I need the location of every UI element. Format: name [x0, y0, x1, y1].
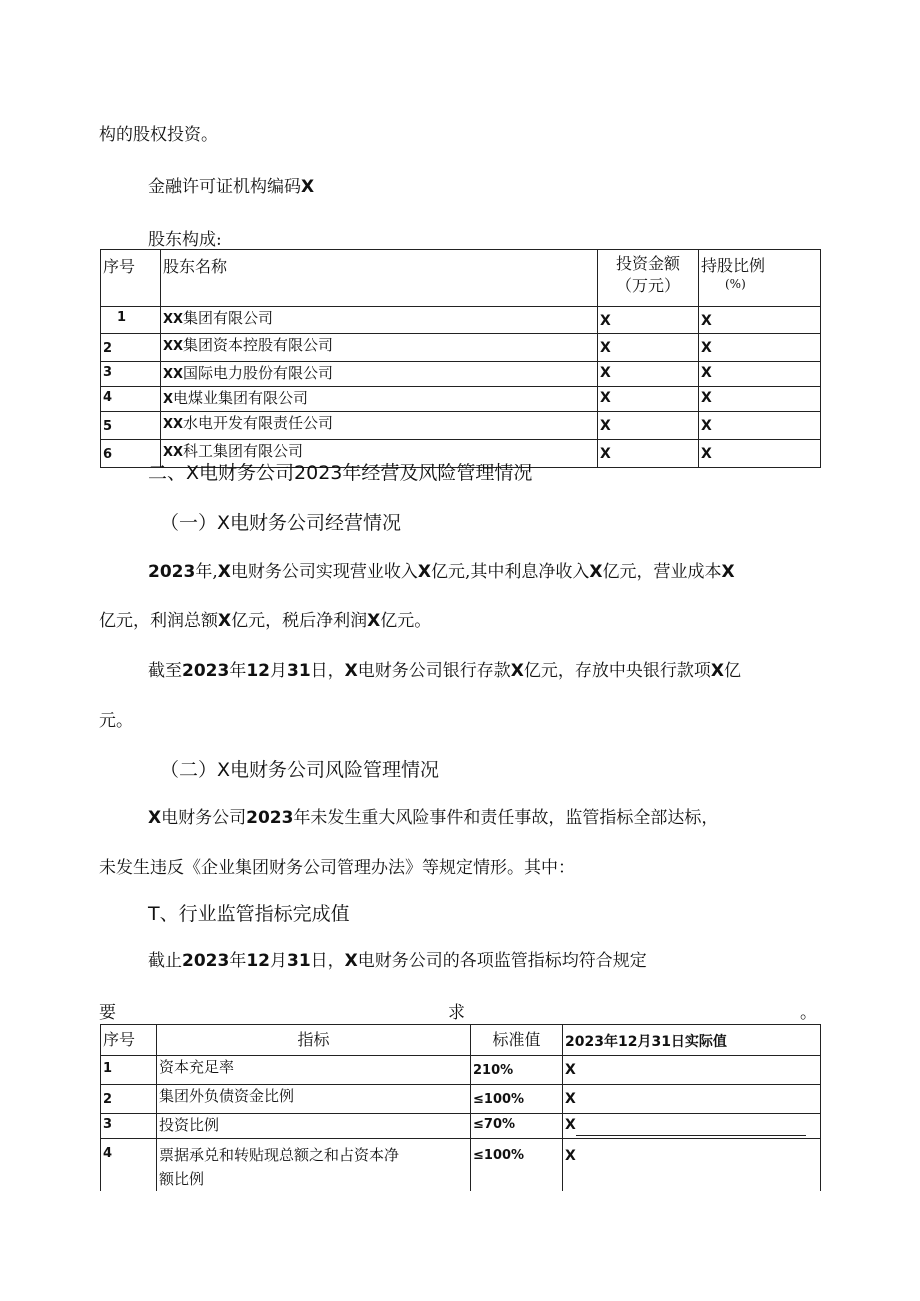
row-amount: X [598, 387, 699, 412]
text: 日， [310, 661, 345, 681]
table-row [101, 334, 821, 362]
text: 亿元，营业成本 [602, 562, 722, 582]
placeholder-x: X [344, 661, 358, 681]
text: 年 [229, 951, 247, 971]
table-row [101, 1085, 821, 1114]
row-seq: 1 [101, 307, 161, 334]
year: 2023 [246, 808, 294, 828]
subsection-3-title: T、行业监管指标完成值 [148, 903, 350, 925]
date-part: 12 [246, 661, 270, 681]
text: 电财务公司银行存款 [357, 661, 511, 681]
indicator-line2: 额比例 [159, 1170, 205, 1188]
justified-word-1: 要 [99, 1003, 116, 1023]
header-seq: 序号 [101, 250, 161, 307]
row-standard: ≤100% [471, 1085, 563, 1114]
section-2-title: 二、X电财务公司2023年经营及风险管理情况 [148, 462, 533, 484]
text: 月 [270, 661, 287, 681]
row-standard: ≤100% [471, 1139, 563, 1192]
row-ratio: X [699, 412, 821, 440]
paragraph-deposits-line2: 元。 [99, 711, 133, 731]
name-prefix: XX [163, 339, 184, 354]
placeholder-x: X [417, 562, 431, 582]
table-row [101, 387, 821, 412]
paragraph-operations-line2 [99, 606, 431, 631]
name-text: 科工集团有限公司 [183, 442, 304, 460]
name-prefix: XX [163, 445, 184, 460]
name-text: 电煤业集团有限公司 [173, 389, 309, 407]
placeholder-x: X [148, 808, 162, 828]
row-seq: 6 [101, 440, 161, 468]
header-ratio-line1: 持股比例 [701, 256, 766, 275]
placeholder-x: X [710, 661, 724, 681]
name-prefix: XX [163, 312, 184, 327]
row-amount: X [598, 307, 699, 334]
name-text: 集团资本控股有限公司 [183, 336, 334, 354]
text: 截止 [148, 951, 182, 971]
header-indicator: 指标 [157, 1025, 471, 1056]
placeholder-x: X [367, 611, 381, 631]
row-actual: X [563, 1056, 821, 1085]
paragraph-shareholder-composition: 股东构成: [148, 230, 222, 250]
date-part: 31 [287, 661, 311, 681]
text: 电财务公司 [161, 808, 247, 828]
placeholder-x: X [218, 611, 232, 631]
text: 日， [310, 951, 345, 971]
name-prefix: X [163, 392, 174, 407]
row-indicator: 集团外负债资金比例 [157, 1085, 471, 1114]
subsection-2-title: （二）X电财务公司风险管理情况 [160, 759, 440, 781]
header-holding-ratio [699, 250, 821, 307]
row-ratio: X [699, 362, 821, 387]
table-row [101, 1114, 821, 1139]
row-standard: 210% [471, 1056, 563, 1085]
date-part: 2023 [182, 661, 230, 681]
name-text: 国际电力股份有限公司 [183, 364, 334, 382]
name-prefix: XX [163, 417, 184, 432]
row-amount: X [598, 362, 699, 387]
placeholder-x: X [217, 562, 231, 582]
row-seq: 2 [101, 334, 161, 362]
shareholder-table-header [101, 250, 821, 307]
row-seq: 3 [101, 1114, 157, 1139]
table-row [101, 1056, 821, 1085]
header-investment-amount [598, 250, 699, 307]
row-amount: X [598, 334, 699, 362]
text: 年 [229, 661, 247, 681]
paragraph-equity-investment: 构的股权投资。 [99, 125, 218, 145]
justified-word-2: 求 [448, 1003, 465, 1023]
row-shareholder-name [161, 307, 598, 334]
text: 年未发生重大风险事件和责任事故，监管指标全部达标， [293, 808, 719, 828]
header-amount-line2: （万元） [615, 276, 680, 295]
license-code-label: 金融许可证机构编码 [148, 177, 301, 197]
license-code-value: X [301, 177, 315, 197]
text: 亿 [724, 661, 741, 681]
paragraph-operations-line1 [148, 557, 735, 582]
table-row [101, 362, 821, 387]
header-actual-value: 2023年12月31日实际值 [563, 1025, 821, 1056]
row-actual [563, 1114, 821, 1139]
row-actual: X [563, 1139, 821, 1192]
indicator-table [100, 1024, 821, 1191]
paragraph-risk-line2: 未发生违反《企业集团财务公司管理办法》等规定情形。其中： [99, 858, 575, 878]
text: 亿元，利润总额 [99, 611, 218, 631]
placeholder-x: X [721, 562, 735, 582]
text: 亿元。 [380, 611, 432, 631]
row-ratio: X [699, 307, 821, 334]
row-shareholder-name [161, 362, 598, 387]
row-seq: 5 [101, 412, 161, 440]
name-text: 水电开发有限责任公司 [183, 414, 334, 432]
placeholder-x: X [344, 951, 358, 971]
justified-word-3: 。 [800, 1003, 817, 1023]
placeholder-x: X [510, 661, 524, 681]
text: 月 [270, 951, 287, 971]
underline-blank [576, 1121, 806, 1136]
row-seq: 2 [101, 1085, 157, 1114]
text: 亿元,其中利息净收入 [430, 562, 590, 582]
date-part: 2023 [182, 951, 230, 971]
shareholder-table [100, 249, 821, 468]
date-part: 12 [246, 951, 270, 971]
row-standard: ≤70% [471, 1114, 563, 1139]
row-ratio: X [699, 334, 821, 362]
placeholder-x: X [589, 562, 603, 582]
header-standard: 标准值 [471, 1025, 563, 1056]
subsection-1-title: （一）X电财务公司经营情况 [160, 512, 402, 534]
table-row [101, 412, 821, 440]
actual-value: X [565, 1117, 576, 1133]
row-seq: 3 [101, 362, 161, 387]
row-indicator: 资本充足率 [157, 1056, 471, 1085]
text: 电财务公司实现营业收入 [230, 562, 418, 582]
date-part: 31 [287, 951, 311, 971]
indicator-table-header [101, 1025, 821, 1056]
row-shareholder-name [161, 387, 598, 412]
table-row [101, 307, 821, 334]
row-ratio: X [699, 440, 821, 468]
row-ratio: X [699, 387, 821, 412]
header-amount-line1: 投资金额 [615, 254, 680, 273]
row-seq: 1 [101, 1056, 157, 1085]
row-seq: 4 [101, 1139, 157, 1192]
header-ratio-line2: (%) [725, 277, 746, 291]
row-indicator: 投资比例 [157, 1114, 471, 1139]
name-prefix: XX [163, 367, 184, 382]
text: 亿元，存放中央银行款项 [523, 661, 711, 681]
paragraph-risk-line1 [148, 803, 718, 828]
row-shareholder-name [161, 334, 598, 362]
text: 截至 [148, 661, 182, 681]
row-actual: X [563, 1085, 821, 1114]
row-amount: X [598, 412, 699, 440]
indicator-line1: 票据承兑和转贴现总额之和占资本净 [159, 1146, 400, 1164]
row-shareholder-name [161, 412, 598, 440]
year: 2023 [148, 562, 196, 582]
text: 电财务公司的各项监管指标均符合规定 [357, 951, 647, 971]
row-seq: 4 [101, 387, 161, 412]
text: 亿元，税后净利润 [231, 611, 368, 631]
header-seq: 序号 [101, 1025, 157, 1056]
text: 年, [195, 562, 218, 582]
row-indicator [157, 1139, 471, 1192]
paragraph-indicators-intro [148, 946, 647, 971]
table-row [101, 1139, 821, 1192]
row-amount: X [598, 440, 699, 468]
paragraph-license-code [148, 172, 314, 197]
name-text: 集团有限公司 [183, 309, 274, 327]
header-shareholder-name: 股东名称 [161, 250, 598, 307]
paragraph-deposits-line1 [148, 656, 741, 681]
